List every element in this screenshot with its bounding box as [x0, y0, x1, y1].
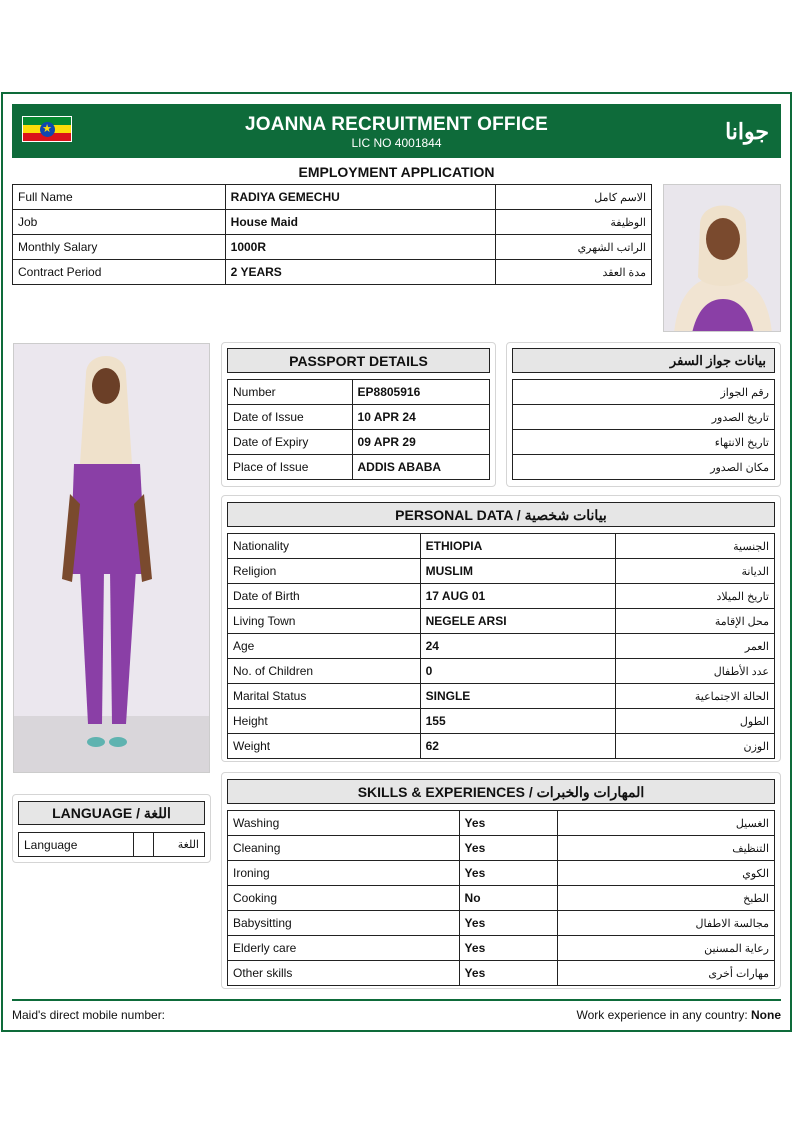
field-value: No — [459, 886, 558, 911]
office-title: JOANNA RECRUITMENT OFFICE — [244, 114, 549, 135]
field-label: Height — [228, 709, 421, 734]
field-value: MUSLIM — [420, 559, 616, 584]
table-row — [228, 961, 775, 986]
skills-table — [227, 810, 775, 986]
mobile-number-label: Maid's direct mobile number: — [12, 1008, 166, 1022]
passport-arabic-table — [512, 379, 775, 480]
passport-section-title: PASSPORT DETAILS — [227, 348, 490, 373]
passport-arabic-title: بيانات جواز السفر — [512, 348, 775, 373]
field-value: 24 — [420, 634, 616, 659]
field-label: No. of Children — [228, 659, 421, 684]
field-label-arabic: محل الإقامة — [616, 609, 775, 634]
table-row — [228, 584, 775, 609]
field-label: Cleaning — [228, 836, 460, 861]
personal-data-table — [227, 533, 775, 759]
table-row — [228, 734, 775, 759]
field-label-arabic: الراتب الشهري — [496, 235, 652, 260]
field-label-arabic: التنظيف — [558, 836, 775, 861]
table-row — [513, 430, 775, 455]
field-label: Elderly care — [228, 936, 460, 961]
ethiopia-flag-icon: ★ — [22, 116, 72, 142]
work-experience-label: Work experience in any country: — [576, 1008, 748, 1022]
field-label: Contract Period — [13, 260, 226, 285]
table-row — [228, 559, 775, 584]
table-row — [13, 260, 652, 285]
table-row — [513, 380, 775, 405]
field-label-arabic: الاسم كامل — [496, 185, 652, 210]
field-label: Living Town — [228, 609, 421, 634]
field-value: RADIYA GEMECHU — [225, 185, 496, 210]
field-label-arabic: الطول — [616, 709, 775, 734]
field-label-arabic: الوظيفة — [496, 210, 652, 235]
field-value: 155 — [420, 709, 616, 734]
work-experience-value: None — [751, 1008, 781, 1022]
field-label: Religion — [228, 559, 421, 584]
field-label: Weight — [228, 734, 421, 759]
table-row — [228, 836, 775, 861]
field-label: Job — [13, 210, 226, 235]
table-row — [228, 861, 775, 886]
field-label: Ironing — [228, 861, 460, 886]
table-row — [513, 405, 775, 430]
field-label-arabic: الغسيل — [558, 811, 775, 836]
field-value: ADDIS ABABA — [352, 455, 489, 480]
field-value: Yes — [459, 811, 558, 836]
table-row — [13, 235, 652, 260]
table-row — [228, 684, 775, 709]
field-label-arabic: الطبخ — [558, 886, 775, 911]
field-value: Yes — [459, 911, 558, 936]
field-label-arabic: تاريخ الميلاد — [616, 584, 775, 609]
applicant-summary-table — [12, 184, 652, 285]
language-table — [18, 832, 205, 857]
table-row — [228, 534, 775, 559]
field-value — [134, 833, 154, 857]
field-label: Washing — [228, 811, 460, 836]
field-value: Yes — [459, 961, 558, 986]
field-value: Yes — [459, 936, 558, 961]
table-row — [228, 936, 775, 961]
field-label-arabic: مدة العقد — [496, 260, 652, 285]
field-label-arabic: الكوي — [558, 861, 775, 886]
field-label: Date of Expiry — [228, 430, 353, 455]
field-label: Monthly Salary — [13, 235, 226, 260]
field-label-arabic: رقم الجواز — [513, 380, 775, 405]
field-label-arabic: العمر — [616, 634, 775, 659]
table-row — [228, 911, 775, 936]
field-value: SINGLE — [420, 684, 616, 709]
personal-data-title: PERSONAL DATA / بيانات شخصية — [227, 502, 775, 527]
header-banner — [12, 104, 781, 158]
field-label: Age — [228, 634, 421, 659]
skills-section-title: SKILLS & EXPERIENCES / المهارات والخبرات — [227, 779, 775, 804]
field-value: 0 — [420, 659, 616, 684]
field-label: Date of Birth — [228, 584, 421, 609]
table-row — [13, 185, 652, 210]
field-value: 2 YEARS — [225, 260, 496, 285]
table-row — [513, 455, 775, 480]
field-label: Babysitting — [228, 911, 460, 936]
field-label-arabic: الديانة — [616, 559, 775, 584]
field-label: Nationality — [228, 534, 421, 559]
field-value: NEGELE ARSI — [420, 609, 616, 634]
field-value: 17 AUG 01 — [420, 584, 616, 609]
language-section-title: LANGUAGE / اللغة — [18, 801, 205, 825]
form-title: EMPLOYMENT APPLICATION — [298, 164, 495, 180]
field-label-arabic: الحالة الاجتماعية — [616, 684, 775, 709]
field-label: Place of Issue — [228, 455, 353, 480]
license-number: LIC NO 4001844 — [351, 136, 442, 150]
table-row — [228, 609, 775, 634]
field-value: EP8805916 — [352, 380, 489, 405]
field-label-arabic: الوزن — [616, 734, 775, 759]
work-experience — [576, 1008, 781, 1022]
table-row — [228, 430, 490, 455]
field-value: 1000R — [225, 235, 496, 260]
field-label: Marital Status — [228, 684, 421, 709]
field-label-arabic: مجالسة الاطفال — [558, 911, 775, 936]
footer-divider — [12, 999, 781, 1001]
table-row — [228, 811, 775, 836]
field-label-arabic: رعاية المسنين — [558, 936, 775, 961]
table-row — [19, 833, 205, 857]
field-value: 62 — [420, 734, 616, 759]
field-label-arabic: الجنسية — [616, 534, 775, 559]
field-value: Yes — [459, 861, 558, 886]
field-label-arabic: اللغة — [154, 833, 205, 857]
field-label-arabic: مهارات أخرى — [558, 961, 775, 986]
field-value: 10 APR 24 — [352, 405, 489, 430]
table-row — [228, 405, 490, 430]
table-row — [228, 634, 775, 659]
field-label: Cooking — [228, 886, 460, 911]
field-value: House Maid — [225, 210, 496, 235]
table-row — [228, 886, 775, 911]
field-label: Language — [19, 833, 134, 857]
office-arabic-name: جوانا — [725, 119, 769, 144]
field-label: Other skills — [228, 961, 460, 986]
field-label-arabic: عدد الأطفال — [616, 659, 775, 684]
table-row — [228, 659, 775, 684]
passport-table — [227, 379, 490, 480]
field-value: Yes — [459, 836, 558, 861]
field-label-arabic: تاريخ الانتهاء — [513, 430, 775, 455]
table-row — [13, 210, 652, 235]
field-label: Number — [228, 380, 353, 405]
table-row — [228, 380, 490, 405]
full-body-photo — [13, 343, 210, 773]
field-label-arabic: مكان الصدور — [513, 455, 775, 480]
table-row — [228, 709, 775, 734]
field-label-arabic: تاريخ الصدور — [513, 405, 775, 430]
field-label: Date of Issue — [228, 405, 353, 430]
portrait-photo — [663, 184, 781, 332]
field-value: ETHIOPIA — [420, 534, 616, 559]
field-value: 09 APR 29 — [352, 430, 489, 455]
field-label: Full Name — [13, 185, 226, 210]
table-row — [228, 455, 490, 480]
